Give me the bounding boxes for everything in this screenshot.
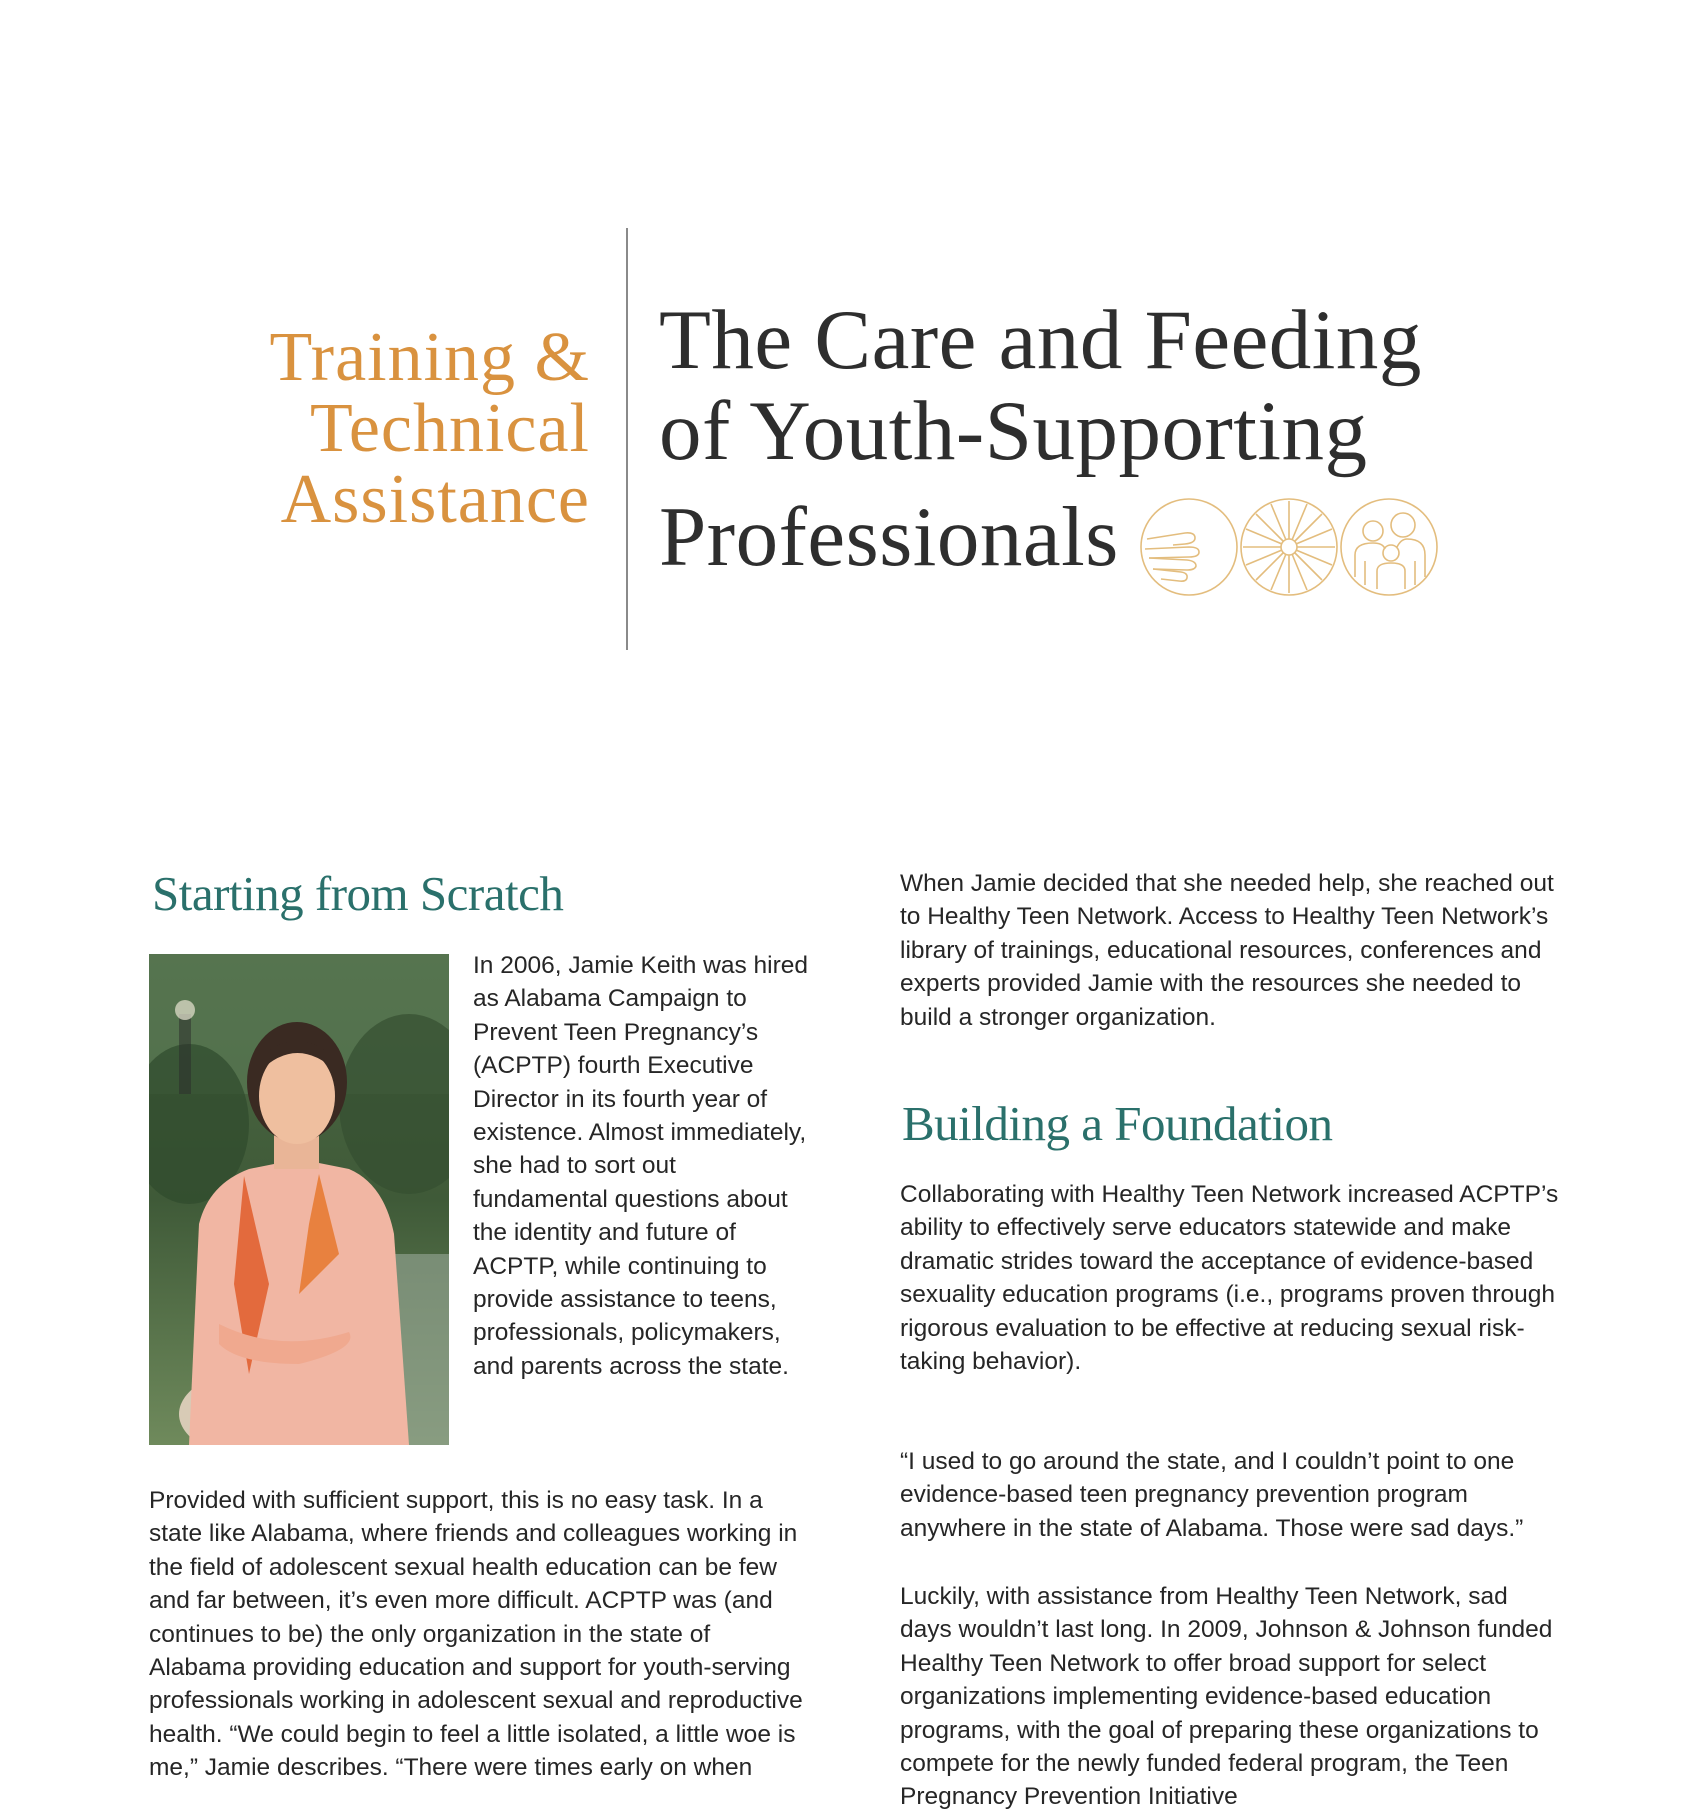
family-icon: [1339, 497, 1439, 597]
vertical-divider: [626, 228, 628, 650]
kicker-line: Training &: [269, 319, 590, 396]
quote-text: “I used to go around the state, and I couldn’t point to one evidence-based teen pregnancy prevention program anywhere in the state of Alabama. Those were sad days.”: [900, 1448, 1524, 1542]
section-heading: Starting from Scratch: [152, 866, 564, 921]
title-line: Professionals: [659, 489, 1119, 584]
sun-wheel-icon: [1239, 497, 1339, 597]
title-line: The Care and Feeding: [659, 293, 1422, 387]
intro-text: In 2006, Jamie Keith was hired as Alabama Campaign to Prevent Teen Pregnancy’s (ACPTP) fourth Executive Director in its fourth year of existence. Almost immediately, she had to sort out fundamental questions about the identity and future of ACPTP, while continuing to provide assistance to teens, professionals, policymakers, and parents across the state.: [473, 952, 809, 1380]
emblem-group: [1139, 497, 1439, 597]
hand-icon: [1139, 497, 1239, 597]
paragraph-text: Luckily, with assistance from Healthy Teen Network, sad days wouldn’t last long. In 2009, Johnson & Johnson funded Healthy Teen Network to offer broad support for select organizations implementing evidence-based education programs, with the goal of preparing these organizations to compete for the newly funded federal program, the Teen Pregnancy Prevention Initiative: [900, 1583, 1553, 1811]
section-heading: Building a Foundation: [902, 1096, 1333, 1151]
pull-quote: [900, 1445, 1560, 1545]
section-kicker: [180, 319, 590, 538]
portrait-photo: [149, 954, 449, 1445]
body-paragraph: [149, 1484, 809, 1785]
page-title: [659, 295, 1609, 597]
body-paragraph: [900, 1580, 1560, 1814]
body-paragraph: [900, 867, 1560, 1034]
kicker-line: Assistance: [280, 461, 590, 538]
paragraph-text: When Jamie decided that she needed help, she reached out to Healthy Teen Network. Access to Healthy Teen Network’s library of trainings, educational resources, conferences and experts provided Jamie with the resources she needed to build a stronger organization.: [900, 870, 1554, 1031]
kicker-line: Technical: [309, 390, 590, 467]
paragraph-text: Collaborating with Healthy Teen Network increased ACPTP’s ability to effectively serve educators statewide and make dramatic strides toward the acceptance of evidence-based sexuality education programs (i.e., programs proven through rigorous evaluation to be effective at reducing sexual risk-taking behavior).: [900, 1181, 1559, 1376]
body-paragraph: [473, 949, 813, 1383]
title-line: of Youth-Supporting: [659, 384, 1368, 478]
body-paragraph: [900, 1178, 1560, 1378]
paragraph-text: Provided with sufficient support, this is no easy task. In a state like Alabama, where friends and colleagues working in the field of adolescent sexual health education can be few and far between, it’s even more difficult. ACPTP was (and continues to be) the only organization in the state of Alabama providing education and support for youth-serving professionals working in adolescent sexual and reproductive health. “We could begin to feel a little isolated, a little woe is me,” Jamie describes. “There were times early on when: [149, 1487, 803, 1782]
